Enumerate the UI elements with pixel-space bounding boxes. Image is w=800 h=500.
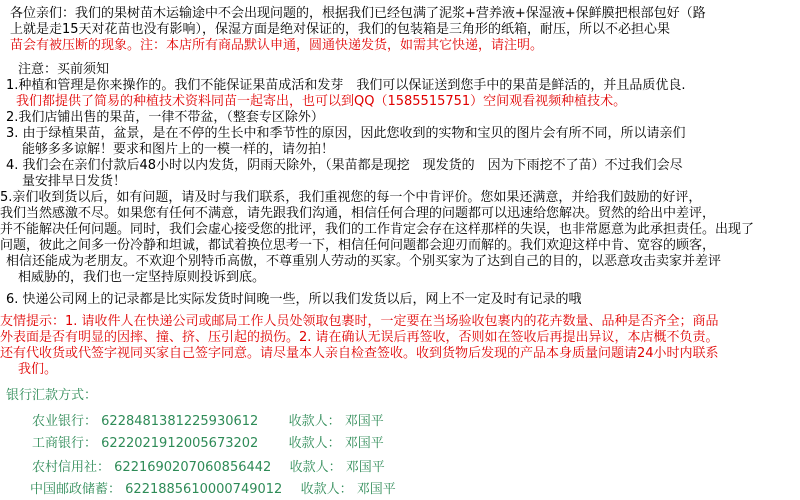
payee-label: 收款人： — [288, 414, 341, 429]
payee-label: 收款人： — [289, 460, 342, 475]
payee-name: 邓国平 — [344, 414, 384, 429]
rule-4: 4. 我们会在亲们付款后48小时以内发货，阴雨天除外，（果苗都是现挖 现发货的 因为下雨挖不了苗）不过我们会尽 — [6, 158, 683, 173]
rule-5-line-6: 相威胁的，我们也一定坚持原则投诉到底。 — [18, 270, 266, 285]
payee-name: 邓国平 — [344, 436, 384, 451]
rule-3: 3. 由于绿植果苗，盆景，是在不停的生长中和季节性的原因，因此您收到的实物和宝贝的图片会有所不同，所以请亲们 — [6, 126, 686, 141]
account-number[interactable]: 6221690207060856442 — [114, 460, 272, 475]
rule-2: 2.我们店铺出售的果苗，一律不带盆，（整套专区除外） — [6, 110, 324, 125]
bank-title: 银行汇款方式： — [6, 388, 98, 403]
payee-name: 邓国平 — [356, 482, 396, 497]
rule-1: 1.种植和管理是你来操作的。我们不能保证果苗成活和发芽 我们可以保证送到您手中的果苗是鲜活的，并且品质优良. — [6, 78, 686, 93]
notice-line-1: 各位亲们：我们的果树苗木运输途中不会出现问题的，根据我们已经包满了泥浆+营养液+保湿液+保鲜膜把根部包好（路 — [10, 6, 706, 21]
payee-name: 邓国平 — [345, 460, 385, 475]
rule-6: 6. 快递公司网上的记录都是比实际发货时间晚一些，所以我们发货以后，网上不一定及时有记录的哦 — [6, 292, 582, 307]
bank-account-row — [32, 414, 384, 430]
account-number[interactable]: 6228481381225930612 — [101, 414, 259, 429]
rule-5-line-3: 并不能解决任何问题。同时，我们会虚心接受您的批评，我们的工作肯定会存在这样那样的失误，也非常愿意为此承担责任。出现了 — [0, 222, 755, 237]
bank-account-row — [30, 482, 396, 498]
warm-tip-line-2: 外表面是否有明显的因摔、撞、挤、压引起的损伤。2. 请在确认无误后再签收，否则如在签收后再提出异议，本店概不负责。 — [0, 330, 719, 345]
account-number[interactable]: 6222021912005673202 — [101, 436, 259, 451]
bank-name: 农村信用社： — [32, 460, 111, 475]
rule-1-note: 我们都提供了简易的种植技术资料同苗一起寄出，也可以到QQ（1585515751）空间观看视频种植技术。 — [16, 94, 627, 109]
bank-name: 中国邮政储蓄： — [30, 482, 122, 497]
notice-line-2: 上就是走15天对花苗也没有影响），保湿方面是绝对保证的，我们的包装箱是三角形的纸箱，耐压，所以不必担心果 — [10, 22, 671, 37]
bank-account-row — [32, 460, 385, 476]
rule-5-line-2: 我们当然感激不尽。如果您有任何不满意，请先跟我们沟通，相信任何合理的问题都可以迅速给您解决。贸然的给出中差评， — [0, 206, 716, 221]
notice-line-3: 苗会有被压断的现象。注：本店所有商品默认申通，圆通快递发货，如需其它快递，请注明。 — [10, 38, 544, 53]
bank-name: 工商银行： — [32, 436, 98, 451]
warm-tip-line-3: 还有代收货或代签字视同买家自己签字同意。请尽量本人亲自检查签收。收到货物后发现的产品本身质量问题请24小时内联系 — [0, 346, 719, 361]
rule-4-cont: 量安排早日发货！ — [22, 174, 127, 189]
account-number[interactable]: 6221885610000749012 — [125, 482, 283, 497]
bank-account-row — [32, 436, 384, 452]
warm-tip-line-4: 我们。 — [18, 362, 58, 377]
payee-label: 收款人： — [288, 436, 341, 451]
payee-label: 收款人： — [300, 482, 353, 497]
warm-tip-line-1: 友情提示：1. 请收件人在快递公司或邮局工作人员处领取包裹时，一定要在当场验收包裹内的花卉数量、品种是否齐全；商品 — [0, 314, 719, 329]
rule-3-cont: 能够多多谅解！要求和图片上的一模一样的，请勿拍！ — [22, 142, 335, 157]
attention-heading: 注意：买前须知 — [18, 62, 110, 77]
rule-5-line-5: 相信还能成为老朋友。不欢迎个别特币高傲，不尊重别人劳动的买家。个别买家为了达到自己的目的，以恶意攻击卖家并差评 — [6, 254, 722, 269]
rule-5: 5.亲们收到货以后，如有问题，请及时与我们联系，我们重视您的每一个中肯评价。您如果还满意，并给我们鼓励的好评， — [0, 190, 702, 205]
bank-name: 农业银行： — [32, 414, 98, 429]
rule-5-line-4: 问题，彼此之间多一份冷静和坦诚，都试着换位思考一下，相信任何问题都会迎刃而解的。我们欢迎这样中肯、宽容的顾客， — [0, 238, 716, 253]
